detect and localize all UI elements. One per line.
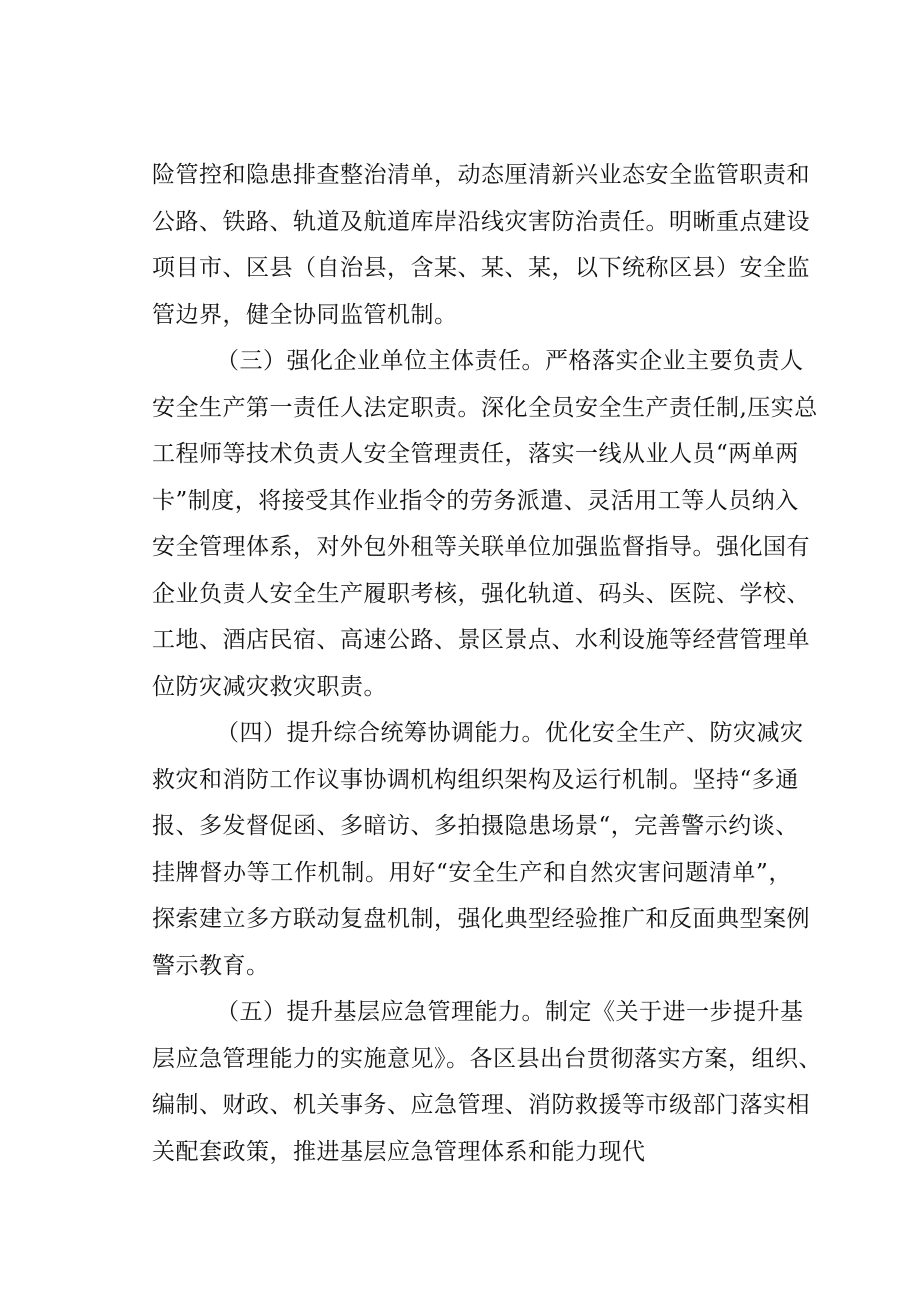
text-line: 公路、铁路、轨道及航道库岸沿线灾害防治责任。明晰重点建设: [152, 208, 810, 235]
text-line: 工程师等技术负责人安全管理责任，落实一线从业人员“两单两: [152, 441, 799, 467]
text-line: 管边界，健全协同监管机制。: [152, 301, 458, 328]
text-line: 报、多发督促函、多暗访、多拍摄隐患场景“，完善警示约谈、: [152, 813, 799, 839]
text-line: （三）强化企业单位主体责任。严格落实企业主要负责人: [216, 348, 804, 374]
paragraph-continuation: [152, 152, 810, 338]
text-line: 企业负责人安全生产履职考核，强化轨道、码头、医院、学校、: [152, 580, 810, 607]
text-line: 安全管理体系，对外包外租等关联单位加强监督指导。强化国有: [152, 534, 810, 560]
text-line: 安全生产第一责任人法定职责。深化全员安全生产责任制,压实总: [152, 394, 818, 421]
text-line: 挂牌督办等工作机制。用好“安全生产和自然灾害问题清单”，: [152, 859, 792, 886]
text-line: 项目市、区县（自治县，含某、某、某，以下统称区县）安全监: [152, 255, 810, 281]
text-line: 探索建立多方联动复盘机制，强化典型经验推广和反面典型案例: [152, 906, 810, 932]
text-line: 险管控和隐患排查整治清单，动态厘清新兴业态安全监管职责和: [152, 162, 810, 188]
text-line: 层应急管理能力的实施意见》。各区县出台贯彻落实方案，组织、: [152, 1045, 822, 1072]
text-line: 编制、财政、机关事务、应急管理、消防救援等市级部门落实相: [152, 1092, 810, 1118]
text-line: 工地、酒店民宿、高速公路、景区景点、水利设施等经营管理单: [152, 627, 810, 653]
text-line: 救灾和消防工作议事协调机构组织架构及运行机制。坚持“多通: [152, 766, 799, 793]
text-line: （四）提升综合统筹协调能力。优化安全生产、防灾减灾: [216, 720, 804, 746]
paragraph-3: [152, 338, 818, 710]
paragraph-4: [152, 710, 810, 989]
text-line: 警示教育。: [152, 952, 270, 979]
text-line: 卡”制度，将接受其作业指令的劳务派遣、灵活用工等人员纳入: [152, 487, 799, 514]
paragraph-5: [152, 989, 822, 1175]
text-line: 关配套政策，推进基层应急管理体系和能力现代: [152, 1138, 646, 1165]
text-line: 位防灾减灾救灾职责。: [152, 673, 387, 700]
document-body: [152, 152, 822, 1175]
text-line: （五）提升基层应急管理能力。制定《关于进一步提升基: [216, 999, 804, 1025]
